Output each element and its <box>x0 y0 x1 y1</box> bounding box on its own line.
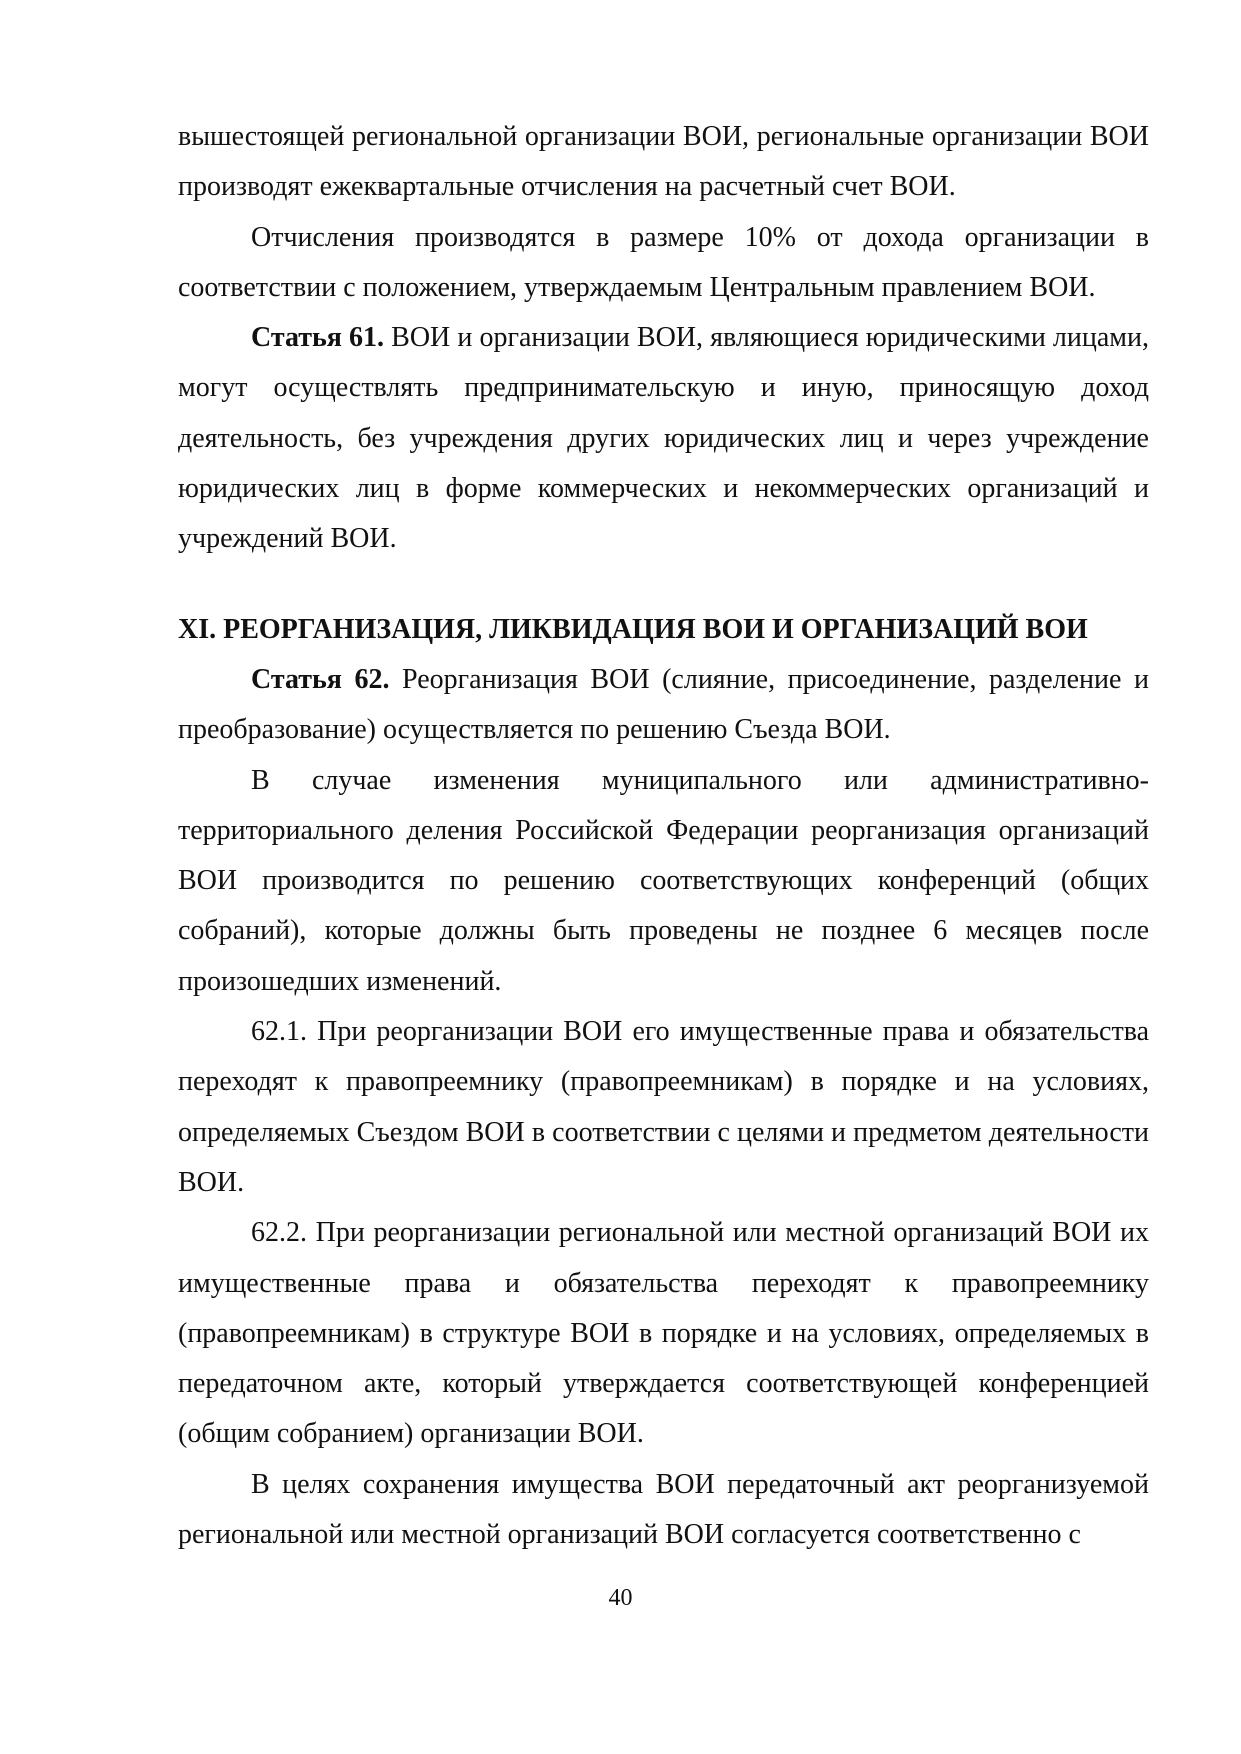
page-number: 40 <box>608 1585 633 1611</box>
paragraph-territorial-change: В случае изменения муниципального или административно-территориального деления Российской Федерации реорганизация организаций ВОИ производится по решению соответствующих конференций (общих собраний), которые должны быть проведены не позднее 6 месяцев после произошедших изменений. <box>178 764 1149 997</box>
article-62-text: Реорганизация ВОИ (слияние, присоединение, разделение и преобразование) осуществляется по решению Съезда ВОИ. <box>178 663 1149 746</box>
paragraph-deductions: Отчисления производятся в размере 10% от дохода организации в соответствии с положением, утверждаемым Центральным правлением ВОИ. <box>178 221 1149 303</box>
article-62 <box>178 655 1149 756</box>
paragraph-continuation: вышестоящей региональной организации ВОИ, региональные организации ВОИ производят ежеквартальные отчисления на расчетный счет ВОИ. <box>178 121 1149 203</box>
section-heading: XI. РЕОРГАНИЗАЦИЯ, ЛИКВИДАЦИЯ ВОИ И ОРГАНИЗАЦИЙ ВОИ <box>178 613 1088 645</box>
paragraph-62-2: 62.2. При реорганизации региональной или местной организаций ВОИ их имущественные права и обязательства переходят к правопреемнику (правопреемникам) в структуре ВОИ в порядке и на условиях, определяемых в передаточном акте, который утверждается соответствующей конференцией (общим собранием) организации ВОИ. <box>178 1217 1149 1450</box>
paragraph-transfer-act: В целях сохранения имущества ВОИ передаточный акт реорганизуемой региональной или местной организаций ВОИ согласуется соответственно с <box>178 1468 1149 1551</box>
article-61-text: ВОИ и организации ВОИ, являющиеся юридическими лицами, могут осуществлять предпринимательскую и иную, приносящую доход деятельность, без учреждения других юридических лиц и через учреждение юридических лиц в форме коммерческих и некоммерческих организаций и учреждений ВОИ. <box>178 322 1149 555</box>
article-61-label: Статья 61. <box>251 322 385 354</box>
article-61 <box>178 313 1149 564</box>
paragraph-62-1: 62.1. При реорганизации ВОИ его имущественные права и обязательства переходят к правопреемнику (правопреемникам) в порядке и на условиях, определяемых Съездом ВОИ в соответствии с целями и предметом деятельности ВОИ. <box>178 1016 1149 1198</box>
document-body <box>178 112 1149 1560</box>
article-62-label: Статья 62. <box>251 663 390 695</box>
